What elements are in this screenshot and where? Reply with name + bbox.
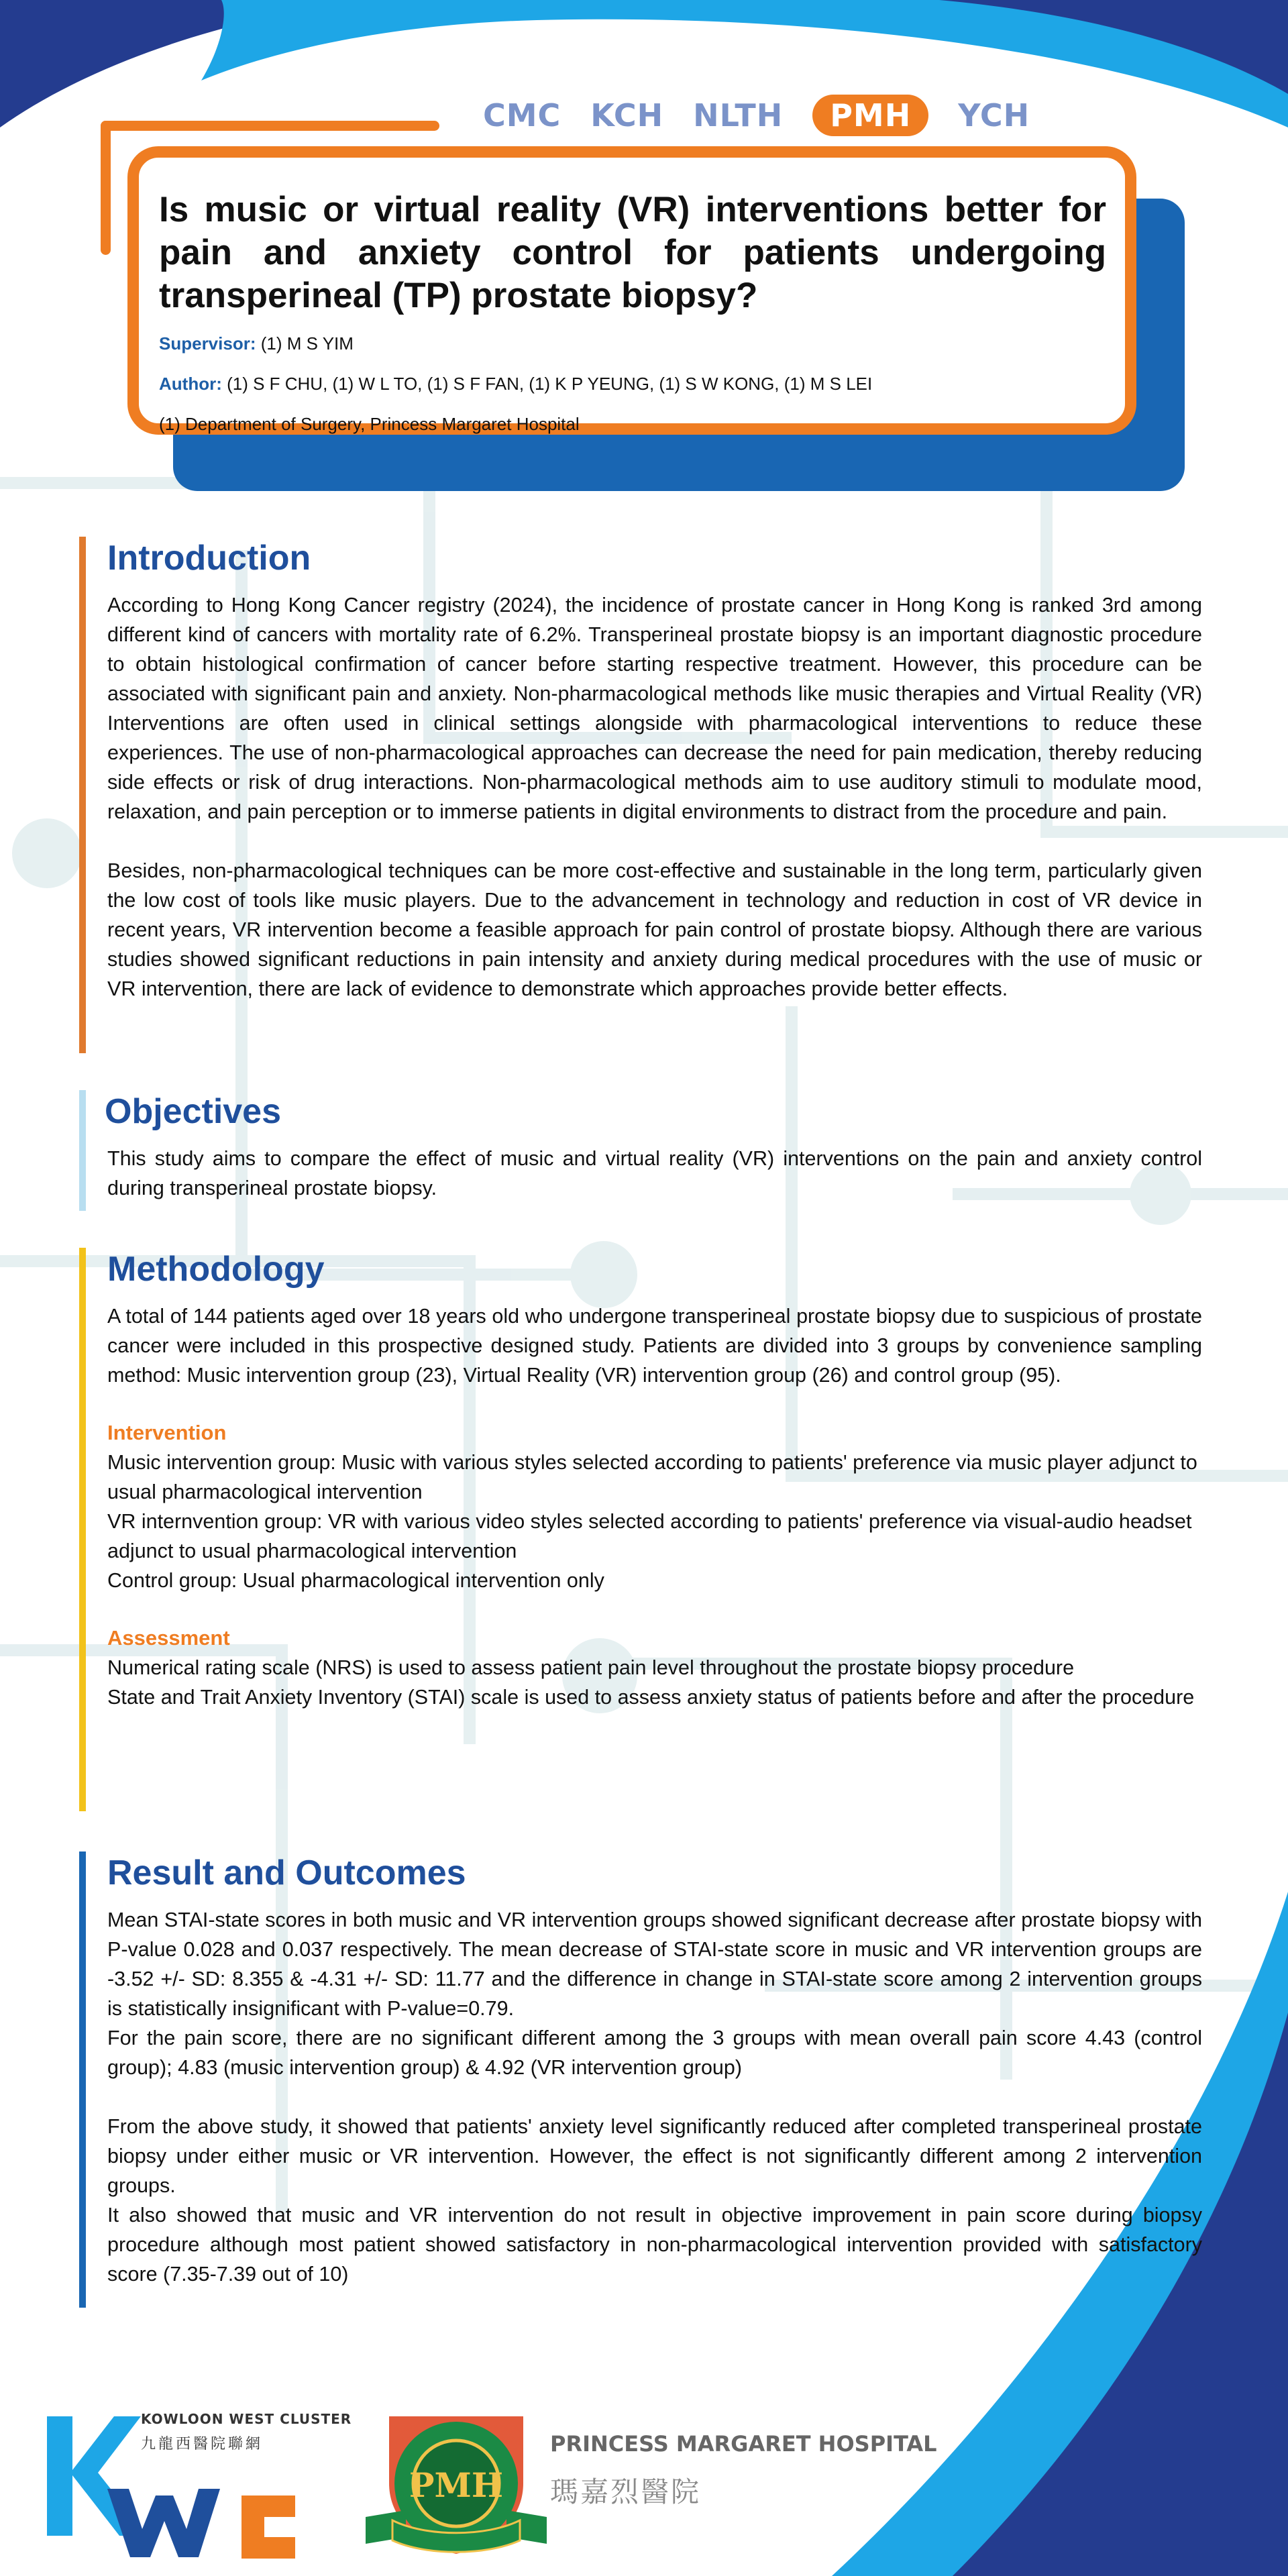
- pmh-seal-icon: [366, 2403, 547, 2557]
- introduction-section: [79, 537, 1202, 1053]
- methodology-accent-bar: [79, 1248, 86, 1811]
- methodology-paragraph: A total of 144 patients aged over 18 years old who undergone transperineal prostate biopsy due to suspicious of prostate cancer were included in this prospective designed study. Patients are divided into 3 groups by convenience sampling method: Music intervention group (23), Virtual Reality (VR) intervention group (26) and control group (95).: [107, 1305, 1202, 1387]
- results-heading: Result and Outcomes: [107, 1854, 466, 1892]
- objectives-heading: Objectives: [105, 1092, 282, 1131]
- results-paragraph-3: From the above study, it showed that patients' anxiety level significantly reduced after completed transperineal prostate biopsy under either music or VR intervention. However, the effect is not significantly different among 2 intervention groups.: [107, 2115, 1202, 2197]
- kowloon-west-cluster-logo: [40, 2408, 362, 2563]
- title-card: [127, 146, 1136, 435]
- introduction-paragraph-2: Besides, non-pharmacological techniques can be more cost-effective and sustainable in the long term, particularly given the low cost of tools like music players. Due to the advancement in technology and reduction in cost of VR device in recent years, VR intervention become a feasible approach for pain control of prostate biopsy. Although there are various studies showed significant reductions in pain intensity and anxiety during medical procedures with the use of music or VR intervention, there are lack of evidence to demonstrate which approaches provide better effects.: [107, 859, 1202, 1000]
- introduction-paragraph-1: According to Hong Kong Cancer registry (2024), the incidence of prostate cancer in Hong Kong is ranked 3rd among different kind of cancers with mortality rate of 6.2%. Transperineal prostate biopsy is an important diagnostic procedure to obtain histological confirmation of cancer before starting respective treatment. However, this procedure can be associated with significant pain and anxiety. Non-pharmacological methods like music therapies and Virtual Reality (VR) Interventions are often used in clinical settings alongside with pharmacological interventions to reduce these experiences. The use of non-pharmacological approaches can decrease the need for pain medication, thereby reducing side effects or risk of drug interactions. Non-pharmacological methods aim to use auditory stimuli to modulate mood, relaxation, and pain perception or to immerse patients in digital environments to distract from the procedure and pain.: [107, 594, 1202, 823]
- affiliation: (1) Department of Surgery, Princess Margaret Hospital: [159, 414, 580, 434]
- supervisor-name: (1) M S YIM: [256, 333, 354, 354]
- assessment-nrs: Numerical rating scale (NRS) is used to assess patient pain level throughout the prostate biopsy procedure: [107, 1656, 1075, 1679]
- author-line: [159, 372, 1106, 395]
- introduction-accent-bar: [79, 537, 86, 1053]
- intervention-vr: VR internvention group: VR with various video styles selected according to patients' preference via visual-audio headset adjunct to usual pharmacological intervention: [107, 1510, 1192, 1562]
- results-section: [79, 1851, 1202, 2308]
- tab-kch: KCH: [590, 97, 664, 133]
- supervisor-line: [159, 332, 1106, 355]
- assessment-subheading: Assessment: [107, 1626, 230, 1650]
- intervention-music: Music intervention group: Music with various styles selected according to patients' preference via music player adjunct to usual pharmacological intervention: [107, 1451, 1197, 1503]
- poster-title: Is music or virtual reality (VR) interventions better for pain and anxiety control for patients undergoing transperineal (TP) prostate biopsy?: [159, 190, 1106, 315]
- kwc-logo-mark: [40, 2408, 362, 2563]
- objectives-accent-bar: [79, 1090, 86, 1211]
- tab-ych: YCH: [958, 97, 1030, 133]
- pmh-seal-letters: PMH: [409, 2465, 504, 2505]
- title-accent-stub: [101, 121, 111, 255]
- supervisor-label: Supervisor:: [159, 333, 256, 354]
- kwc-letter-w: [107, 2489, 220, 2557]
- results-paragraph-2: For the pain score, there are no significant different among the 3 groups with mean overall pain score 4.43 (control group); 4.83 (music intervention group) & 4.92 (VR intervention group): [107, 2027, 1202, 2079]
- kwc-name-bold: WEST: [229, 2411, 275, 2427]
- author-names: (1) S F CHU, (1) W L TO, (1) S F FAN, (1) K P YEUNG, (1) S W KONG, (1) M S LEI: [221, 374, 873, 394]
- results-paragraph-1: Mean STAI-state scores in both music and VR intervention groups showed significant decrease after prostate biopsy with P-value 0.028 and 0.037 respectively. The mean decrease of STAI-state score in music and VR intervention groups are -3.52 +/- SD: 8.355 & -4.31 +/- SD: 11.77 and the difference in change in STAI-state score among 2 intervention groups is statistically insignificant with P-value=0.79.: [107, 1909, 1202, 2020]
- kwc-name-suffix: CLUSTER: [274, 2411, 352, 2427]
- objectives-section: [79, 1090, 1202, 1211]
- kwc-name-prefix: KOWLOON: [141, 2411, 229, 2427]
- kwc-letter-c: [241, 2496, 295, 2559]
- assessment-stai: State and Trait Anxiety Inventory (STAI) scale is used to assess anxiety status of patients before and after the procedure: [107, 1686, 1195, 1709]
- hospital-tabs: [483, 89, 1030, 142]
- introduction-heading: Introduction: [107, 539, 311, 578]
- methodology-heading: Methodology: [107, 1250, 325, 1289]
- author-label: Author:: [159, 374, 222, 394]
- intervention-subheading: Intervention: [107, 1421, 227, 1444]
- intervention-control: Control group: Usual pharmacological intervention only: [107, 1569, 604, 1592]
- results-paragraph-4: It also showed that music and VR intervention do not result in objective improvement in pain score during biopsy procedure although most patient showed satisfactory in non-pharmacological intervention provided with satisfactory score (7.35-7.39 out of 10): [107, 2204, 1202, 2286]
- objectives-paragraph: This study aims to compare the effect of music and virtual reality (VR) interventions on the pain and anxiety control during transperineal prostate biopsy.: [107, 1147, 1202, 1199]
- title-accent-bar: [101, 121, 439, 131]
- results-accent-bar: [79, 1851, 86, 2308]
- kwc-chinese-name: 九龍西醫院聯網: [141, 2435, 264, 2452]
- pmh-english-name: PRINCESS MARGARET HOSPITAL: [550, 2431, 937, 2457]
- tab-pmh-active: PMH: [812, 95, 928, 136]
- methodology-section: [79, 1248, 1202, 1811]
- pmh-chinese-name: 瑪嘉烈醫院: [550, 2476, 702, 2508]
- tab-nlth: NLTH: [693, 97, 784, 133]
- tab-cmc: CMC: [483, 97, 561, 133]
